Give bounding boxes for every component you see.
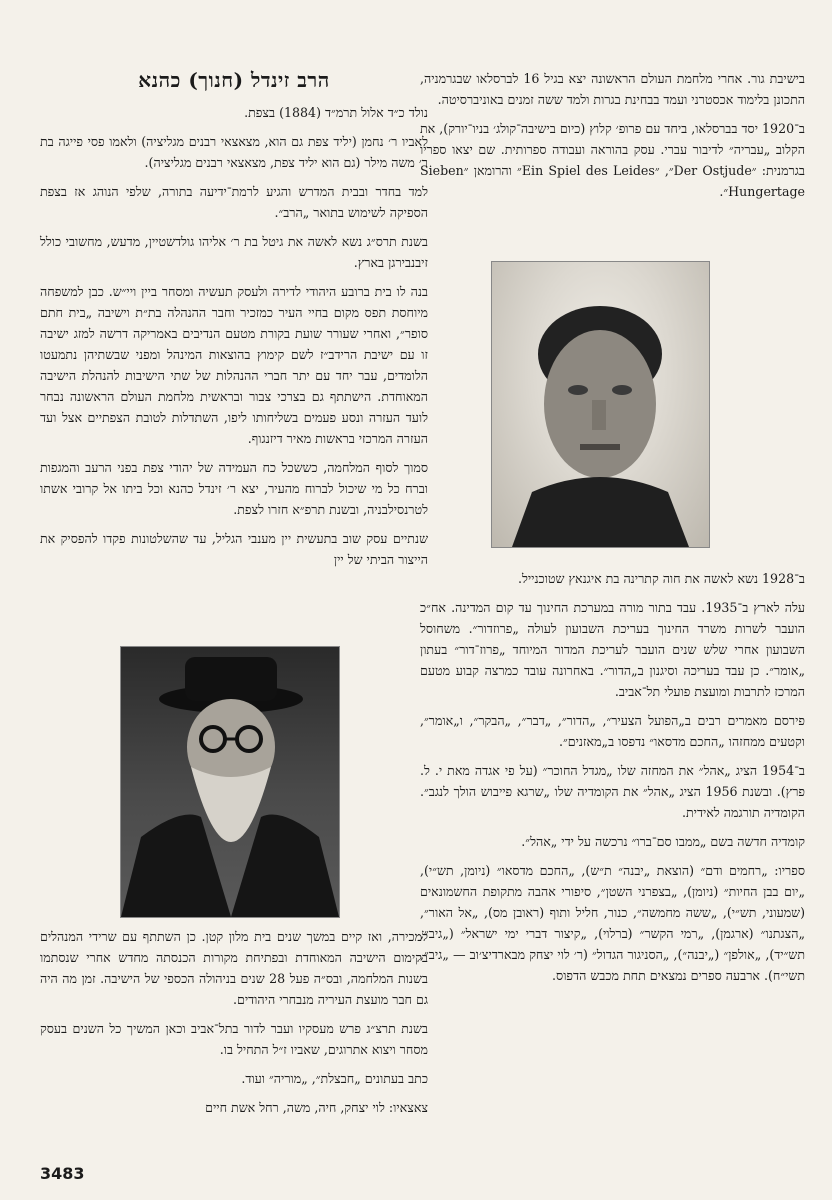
- left-paragraph: למכירה, ואז קיים במשך שנים בית מלון קטן. כן השתתף עם שרידי המנהלים בקימום הישיבה המאוחדת ובפתיחת מקורות הכנסתה מחדש אחרי שנסתמו בשנות המלחמה, ובס״ה פעל 28 שנים בניהולה הכספי של הישיבה. זמן מה היה גם חבר מועצת העיריה מנבחרי היהודים.: [40, 929, 428, 1007]
- right-paragraph: ספריו: „רחמים ודם״ (הוצאת „יבנה״ ת״ש), „החכם מדסאו״ (ניומן, תש״י), „יום בבן החיות״ (ניומן), „בצפרני השטן״, סיפורי אהבה מתקופת החשמונאים (שמעוני, תש״י), „ששה מחמשה״, כנור, חליל ותוף (ראובן מס), „אל האור״, „הצגתנו״ (ארגמן), „רמי הקשר״ (ברלוי), „קיצור דברי ימי ישראל״ („גיב״, תש״יד), „אולפן״ („יבנה״), „הסניגור הגדול״ (ר׳ לוי יצחק מבארדיצ׳וב — „גיב״, תשי״ח). ארבעה ספרים נמצאים תחת מכבש הדפוס.: [420, 863, 805, 983]
- left-paragraph: סמוך לסוף המלחמה, כששכל כח העמידה של יהודי צפת בפני הרעב והמגפות וברח כל מי שיכול לברוח מהעיר, יצא ר׳ זינדל כהנא וכל ביתו אל קרובי אשתו לטרנסילבניה, ובשנת תרפ״א חזרו לצפת.: [40, 460, 428, 517]
- portrait-photo-man: [491, 261, 710, 548]
- left-paragraph: שנתיים עסק שוב בתעשית יין מענבי הגליל, עד שהשלטונות פקדו להפסיק את הייצור הביתי של יין: [40, 531, 428, 567]
- left-paragraph: בנה לו בית ברובע היהודי לדירה ולעסק תעשיה ומסחר ביין ויי״ש. כבן למשפחה מיוחסת תפס מקום בחיי העיר כמזכיר וחבר ההנהלה בת״ת וישיבה „בית חתם סופר״, ואחרי שעורר שועת בקורת מטעם הנדיבים באמריקה דרשה למזג ישיבה זו עם ישיבת הרידב״ז לשם קימוץ בהוצאות המינהל ומפני שבשתיהן נתמעטו הלומדים, עבר יחד עם יתר חברי ההנהלות של שתי הישיבות להנהלת הישיבה המאוחדת. הישתתף גם בצרכי צבור ובראשית מלחמת העולם הראשונה נבחר לועד העזרה ונסע פעמים בשליחותו ליפו, השתדלות לטובת הצפתיים אצל ועד העזרה המרכזי בראשות מאיר דיזנגוף.: [40, 284, 428, 446]
- portrait-photo-rabbi: [120, 646, 340, 918]
- page-number: 3483: [40, 1164, 85, 1183]
- right-paragraph: פירסם מאמרים רבים ב„הפועל הצעיר״, „הדור״, „דבר״, „הבקר״, ו„אומר״, וקטעים ממחזהו „החכם מדסאו״ נדפסו ב„מאזנים״.: [420, 713, 805, 749]
- left-column-lower: [40, 926, 428, 1126]
- right-paragraph: בישיבת גור. אחרי מלחמת העולם הראשונה יצא בגיל 16 לברסלאו שבגרמניה, התכונן בלימוד אכסטרני ועמד בבחינת בגרות ולמד ששה זמנים באוניברסיטה.: [420, 71, 805, 107]
- right-paragraph: קומדיה חדשה בשם „ממבו סם־ברו״ נרכשה על ידי „אהל״.: [521, 834, 805, 849]
- right-paragraph: ב־1928 נשא לאשה את חוה קתרינה בת איגנאץ שטוכנייל.: [517, 571, 805, 586]
- left-paragraph: בשנת תרצ״ג פרש מעסקיו ועבר לדור בתל־אביב וכאן המשיך כל השנים בעסק מסחר ויצוא אתרוגים, שאביו ז״ל התחיל בו.: [40, 1021, 428, 1057]
- right-column-top: [420, 68, 805, 210]
- left-paragraph: כתב בעתונים „חבצלת״, „מוריה״ ועוד.: [241, 1071, 428, 1086]
- left-paragraph: בשנת תרס״ג נשא לאשה את גיטל בת ר׳ אליהו גולדשטיין, מדעש, מחשובי כולל זיבנבירגן בארץ.: [40, 234, 428, 270]
- right-paragraph: עלה לארץ ב־1935. עבד בתור מורה במערכת החינוך עד קום המדינה. אח״כ הועבר לשרות משרד החינוך בעריכת השבועון לעולה „פרוזדור״. משחוסל השבועון אחרי שלש שנים הועבר לעריכת המדור המיוחד „פרוז־דור״ בעתון „אומר״. כן עבד בעריכה וסיגנון ב„הדור״. באחרונה עובד כמרצה קבוע מטעם המרכז לתרבות ומועצת פועלי תל־אביב.: [420, 600, 805, 699]
- left-paragraph: נולד כ״ד אלול תרמ״ד (1884) בצפת.: [244, 105, 428, 120]
- left-column: [40, 68, 428, 578]
- right-paragraph: ב־1920 יסד בברסלאו, ביחד עם פרופ׳ קלוץ (כיום בישיבה־קולג׳ בניו־יורק), את הקלוב „עבריה״ לדיבור עברי. עסק בהוראה ועבודה ספרותית. שם יצאו ספריו בגרמנית: ״Der Ostjude״, ״Ein Spiel des Leides״ והרומאן ״Sieben Hungertage״.: [420, 121, 805, 199]
- left-paragraph: לאביו ר׳ נחמן (יליד צפת גם הוא, מצאצאי רבנים מגליציה) ולאמו פסי פייגה בת ר׳ משה מילר (גם הוא יליד צפת, מצאצאי רבנים מגליציה).: [40, 134, 428, 170]
- right-column-bottom: [420, 568, 805, 994]
- right-paragraph: ב־1954 הציג „אהל״ את המחזה שלו „מגדל החוכר״ (על פי אגדה מאת י. ל. פרץ). ובשנת 1956 הציג „אהל״ את הקומדיה שלו „שרגא פייבוש הולך לנגב״. הקומדיה תורגמה לאידית.: [420, 763, 805, 820]
- left-paragraph: צאצאיו: לוי יצחק, חיה, משה, רחל אשת חיים: [205, 1100, 428, 1115]
- left-paragraph: למד בחדר ובבית המדרש והגיע לרמת־ידיעה בתורה, שלפי הנוהג אז בצפת הספיקה לשימוש בתואר „הרב״.: [40, 184, 428, 220]
- article-title: הרב זינדל (חנוך) כהנא: [138, 68, 330, 92]
